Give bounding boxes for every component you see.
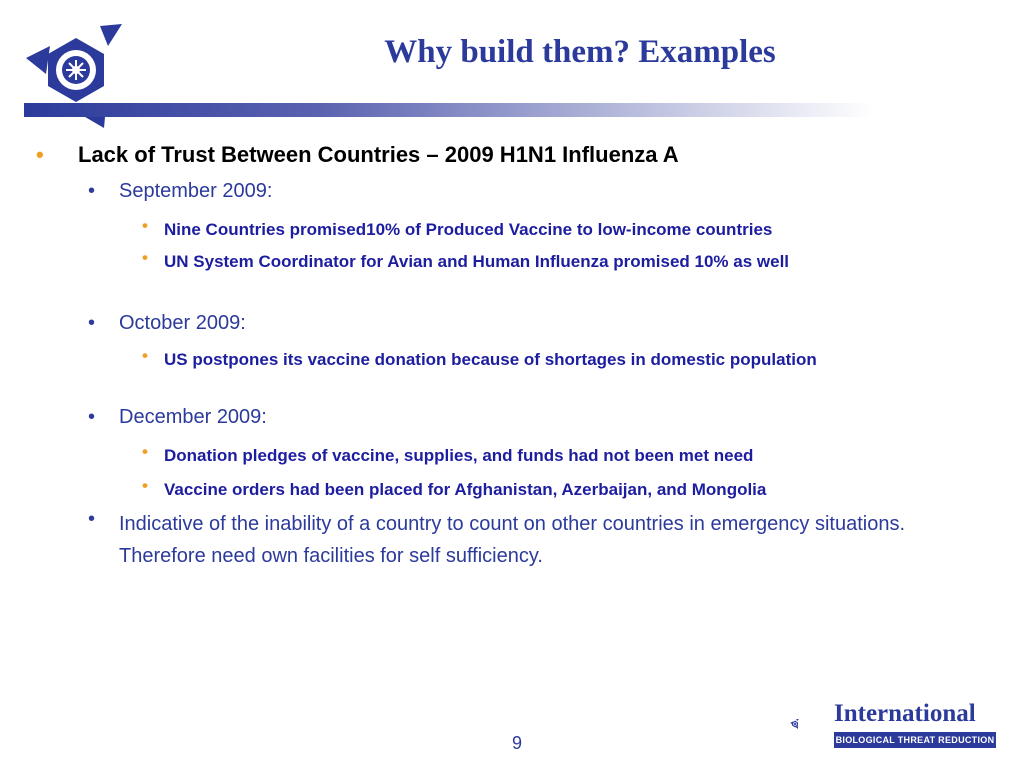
bullet-icon: •	[142, 216, 148, 235]
organization-logo-icon	[790, 698, 834, 750]
detail-text: Nine Countries promised10% of Produced Vaccine to low-income countries	[164, 220, 773, 239]
main-bullet-text: Lack of Trust Between Countries – 2009 H1N1 Influenza A	[78, 142, 679, 167]
title-divider	[24, 103, 874, 117]
bullet-icon: •	[36, 142, 44, 167]
bullet-icon: •	[88, 312, 96, 334]
brand-name: International	[834, 700, 976, 727]
page-number: 9	[511, 733, 522, 753]
detail-text: Vaccine orders had been placed for Afghanistan, Azerbaijan, and Mongolia	[164, 480, 767, 499]
bullet-icon: •	[88, 406, 96, 428]
date-label: October 2009:	[119, 312, 246, 334]
bullet-icon: •	[142, 442, 148, 461]
bullet-icon: •	[88, 180, 96, 202]
date-label: December 2009:	[119, 406, 267, 428]
brand-tagline: BIOLOGICAL THREAT REDUCTION	[834, 732, 996, 748]
bullet-icon: •	[142, 476, 148, 495]
detail-text: UN System Coordinator for Avian and Human Influenza promised 10% as well	[164, 252, 790, 271]
conclusion-text: Indicative of the inability of a country to count on other countries in emergency situations. Therefore need own facilities for self sufficiency.	[119, 513, 905, 567]
bullet-icon: •	[142, 248, 148, 267]
detail-text: US postpones its vaccine donation because of shortages in domestic population	[164, 350, 817, 369]
date-label: September 2009:	[119, 180, 273, 202]
detail-text: Donation pledges of vaccine, supplies, and funds had not been met need	[164, 446, 754, 465]
bullet-icon: •	[88, 508, 96, 530]
slide-title: Why build them? Examples	[384, 34, 776, 70]
bullet-icon: •	[142, 346, 148, 365]
